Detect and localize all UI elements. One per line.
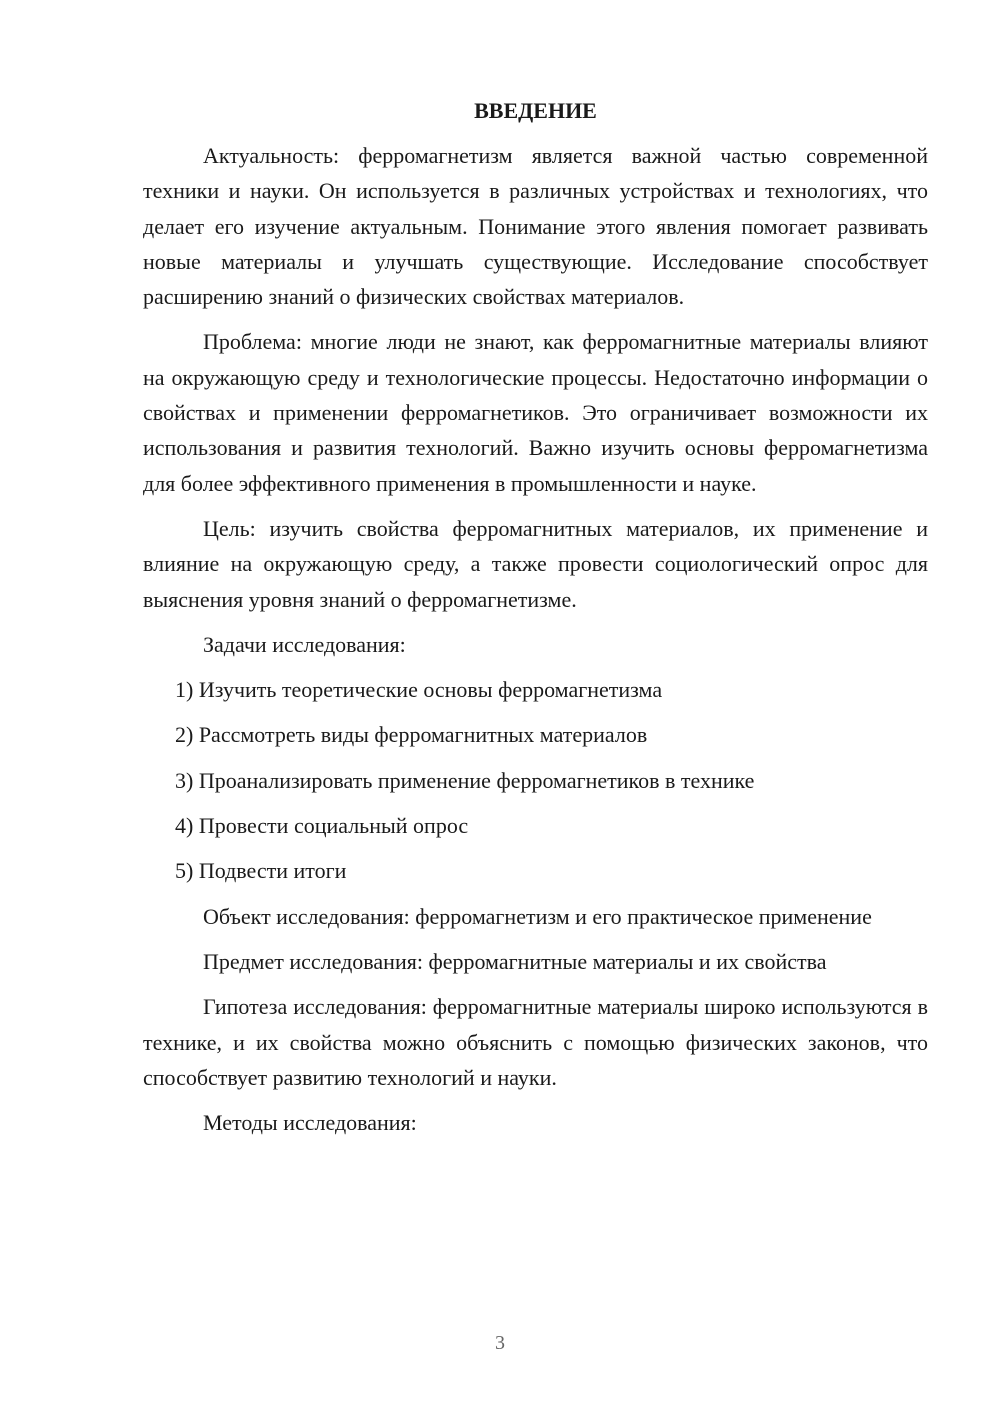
list-item: 2) Рассмотреть виды ферромагнитных материалов [175,722,648,748]
hypothesis-paragraph: Гипотеза исследования: ферромагнитные материалы широко используются в технике, и их свойства можно объяснить с помощью физических законов, что способствует развитию технологий и науки. [143,994,928,1090]
page-number: 3 [495,1332,505,1354]
object-paragraph: Объект исследования: ферромагнетизм и его практическое применение [203,903,872,929]
section-title: ВВЕДЕНИЕ [474,98,597,123]
problem-paragraph: Проблема: многие люди не знают, как ферромагнитные материалы влияют на окружающую среду и технологические процессы. Недостаточно информации о свойствах и применении ферромагнетиков. Это ограничивает возможности их использования и развития технологий. Важно изучить основы ферромагнетизма для более эффективного применения в промышленности и науке. [143,329,928,496]
list-item: 3) Проанализировать применение ферромагнетиков в технике [175,767,755,793]
list-item: 5) Подвести итоги [175,858,347,884]
list-item: 4) Провести социальный опрос [175,813,469,839]
tasks-list [143,672,928,888]
methods-heading: Методы исследования: [203,1110,417,1136]
page-content [143,95,928,1150]
relevance-paragraph: Актуальность: ферромагнетизм является важной частью современной техники и науки. Он используется в различных устройствах и технологиях, что делает его изучение актуальным. Понимание этого явления помогает развивать новые материалы и улучшать существующие. Исследование способствует расширению знаний о физических свойствах материалов. [143,143,928,310]
list-item: 1) Изучить теоретические основы ферромагнетизма [175,677,663,703]
tasks-heading: Задачи исследования: [203,631,406,657]
subject-paragraph: Предмет исследования: ферромагнитные материалы и их свойства [203,948,827,974]
goal-paragraph: Цель: изучить свойства ферромагнитных материалов, их применение и влияние на окружающую среду, а также провести социологический опрос для выяснения уровня знаний о ферромагнетизме. [143,515,928,612]
